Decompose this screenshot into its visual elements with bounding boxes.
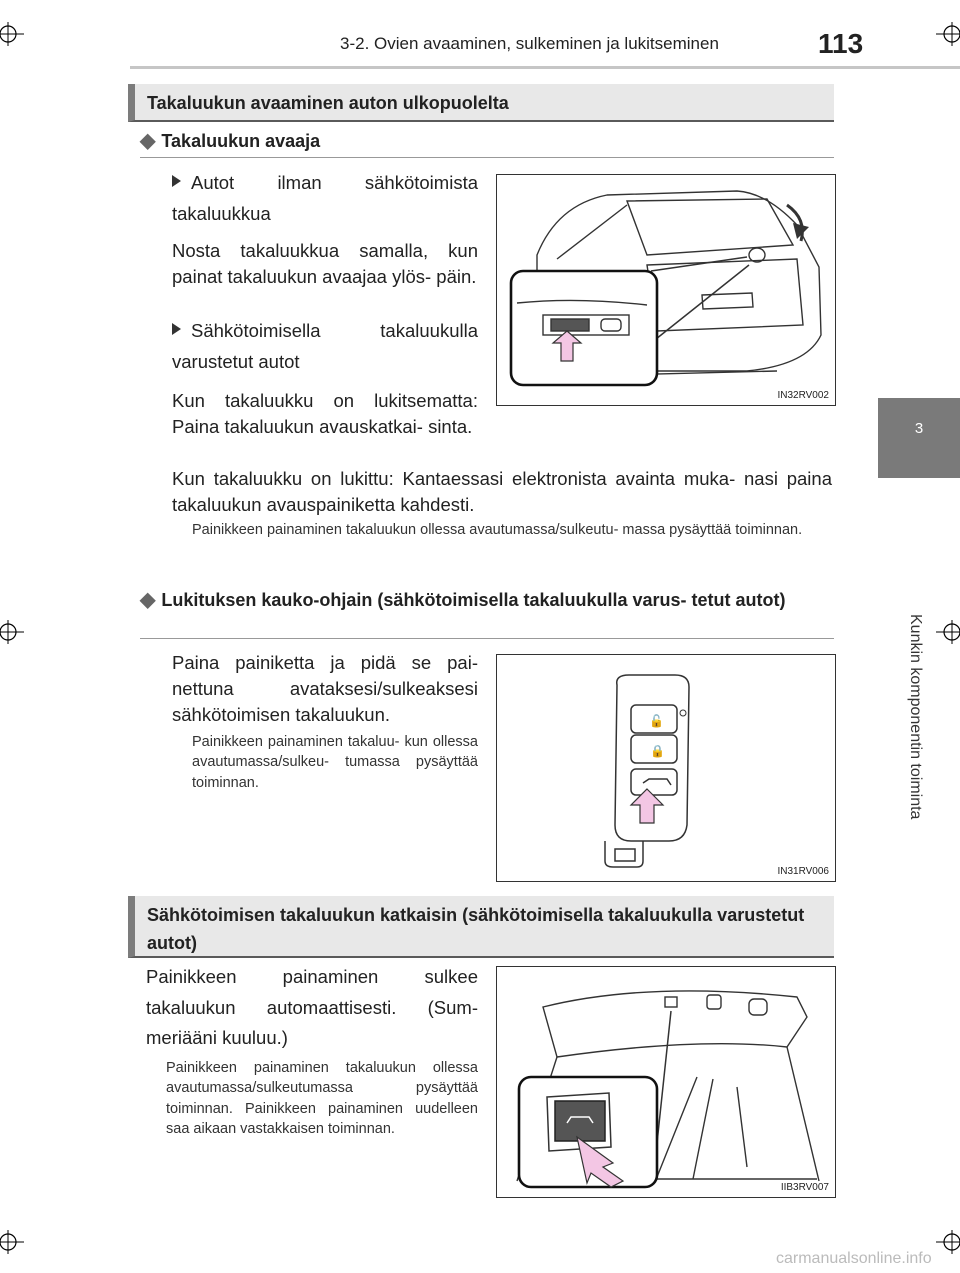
registration-mark-icon: [0, 22, 24, 46]
diamond-bullet-icon: ◆: [140, 589, 156, 611]
page-number: 113: [818, 28, 864, 59]
section-heading-text: Sähkötoimisen takaluukun katkaisin (sähkötoimisella takaluukulla varustetut autot): [147, 905, 805, 953]
diamond-bullet-icon: ◆: [140, 130, 156, 152]
smart-key-illustration: [497, 655, 835, 881]
header-divider: [130, 66, 960, 69]
registration-mark-icon: [936, 1230, 960, 1254]
triangle-bullet-icon: [172, 323, 181, 335]
section-heading: [128, 896, 834, 958]
unlock-icon: 🔒: [650, 744, 665, 758]
registration-mark-icon: [0, 1230, 24, 1254]
subsection-divider: [140, 157, 834, 158]
figure-code: IN31RV006: [777, 866, 829, 877]
section-heading: [128, 84, 834, 122]
smart-key-figure: [496, 654, 836, 882]
note: Painikkeen painaminen takaluukun ollessa avautumassa/sulkeutu- massa pysäyttää toiminnan.: [192, 522, 803, 538]
list-item: Autot ilman sähkötoimista takaluukkua: [172, 172, 478, 224]
chapter-number: 3: [914, 420, 924, 437]
subsection-heading: ◆ Lukituksen kauko-ohjain (sähkötoimisella takaluukulla varus- tetut autot): [140, 586, 830, 614]
registration-mark-icon: [936, 620, 960, 644]
paragraph: Painikkeen painaminen sulkee takaluukun automaattisesti. (Sum- meriääni kuuluu.): [146, 966, 478, 1049]
note: Painikkeen painaminen takaluukun ollessa avautumassa/sulkeutumassa pysäyttää toiminnan. Painikkeen painaminen uudelleen saa aikaan vastakkaisen toiminnan.: [166, 1060, 478, 1137]
registration-mark-icon: [936, 22, 960, 46]
subsection-heading: ◆ Takaluukun avaaja: [140, 130, 321, 152]
section-heading-text: Takaluukun avaaminen auton ulkopuolelta: [147, 93, 509, 113]
registration-mark-icon: [0, 620, 24, 644]
paragraph: Nosta takaluukkua samalla, kun painat takaluukun avaajaa ylös- päin.: [172, 240, 478, 287]
subsection-divider: [140, 638, 834, 639]
triangle-bullet-icon: [172, 175, 181, 187]
tailgate-opener-figure: [496, 174, 836, 406]
watermark[interactable]: carmanualsonline.info: [776, 1250, 932, 1267]
paragraph: Paina painiketta ja pidä se pai- nettuna avataksesi/sulkeaksesi sähkötoimisen takaluukun.: [172, 652, 478, 725]
chapter-tab: [878, 398, 960, 478]
list-item: Sähkötoimisella takaluukulla varustetut autot: [172, 320, 478, 372]
chapter-title: Kunkin komponentin toiminta: [907, 614, 924, 820]
note: Painikkeen painaminen takaluu- kun ollessa avautumassa/sulkeu- tumassa pysäyttää toiminnan.: [192, 734, 478, 791]
header-title: 3-2. Ovien avaaminen, sulkeminen ja lukitseminen: [340, 34, 719, 53]
lock-icon: 🔓: [649, 714, 664, 728]
tailgate-switch-illustration: [497, 967, 835, 1197]
tailgate-switch-figure: [496, 966, 836, 1198]
figure-code: IN32RV002: [777, 390, 829, 401]
figure-code: IIB3RV007: [780, 1182, 829, 1193]
paragraph: Kun takaluukku on lukitsematta: Paina takaluukun avauskatkai- sinta.: [172, 390, 478, 437]
paragraph: Kun takaluukku on lukittu: Kantaessasi elektronista avainta muka- nasi paina takaluukun avauspainiketta kahdesti.: [172, 468, 832, 515]
tailgate-icon: [643, 779, 671, 785]
car-rear-illustration: [497, 175, 835, 405]
